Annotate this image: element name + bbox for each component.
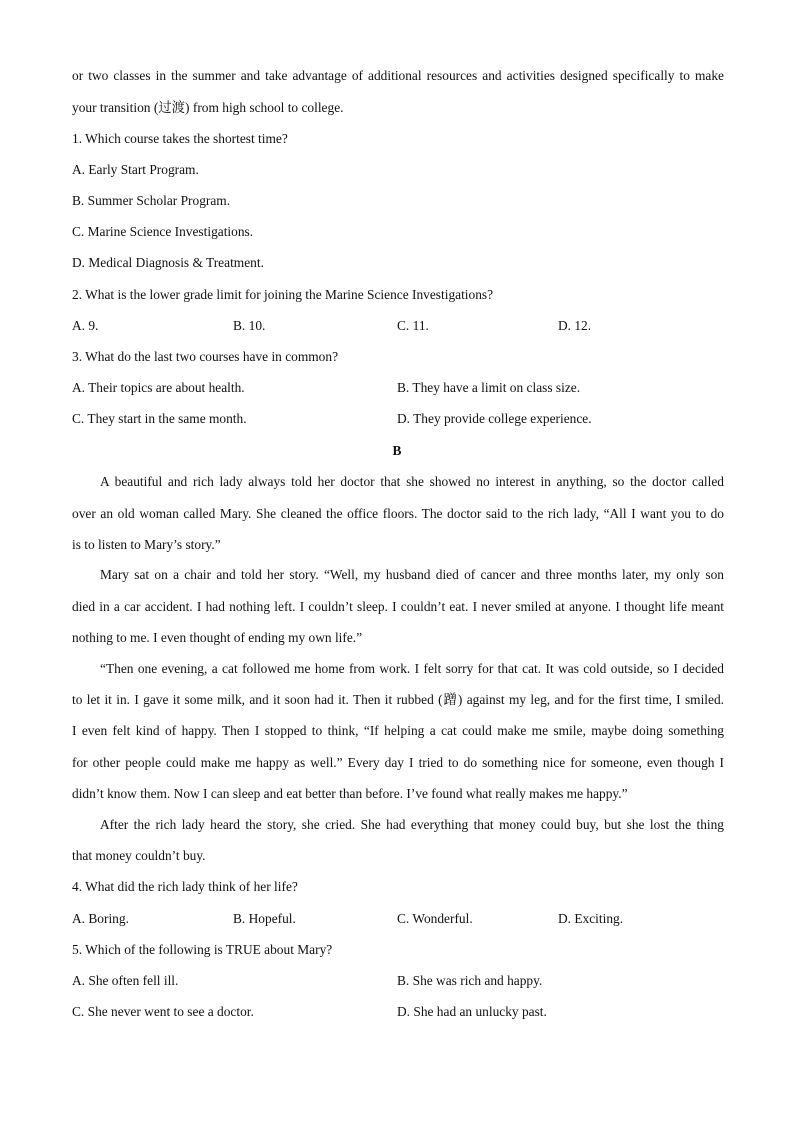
q3-option-b: B. They have a limit on class size. bbox=[397, 380, 581, 395]
question-5-stem: 5. Which of the following is TRUE about Mary? bbox=[72, 942, 333, 957]
passage-p3-line-5: didn’t know them. Now I can sleep and eat better than before. I’ve found what really makes me happy.” bbox=[72, 786, 628, 801]
q1-option-b: B. Summer Scholar Program. bbox=[72, 193, 231, 208]
intro-line-2: your transition (过渡) from high school to college. bbox=[72, 100, 344, 115]
q5-option-d: D. She had an unlucky past. bbox=[397, 1004, 547, 1019]
q4-option-a: A. Boring. bbox=[72, 911, 129, 926]
q3-option-c: C. They start in the same month. bbox=[72, 411, 247, 426]
q3-option-a: A. Their topics are about health. bbox=[72, 380, 245, 395]
question-4-stem: 4. What did the rich lady think of her life? bbox=[72, 879, 298, 894]
q5-option-b: B. She was rich and happy. bbox=[397, 973, 543, 988]
q4-option-c: C. Wonderful. bbox=[397, 911, 473, 926]
passage-p1-line-2: over an old woman called Mary. She cleaned the office floors. The doctor said to the rich lady, “All I want you to do bbox=[72, 506, 724, 521]
q5-option-c: C. She never went to see a doctor. bbox=[72, 1004, 254, 1019]
passage-p3-line-3: I even felt kind of happy. Then I stopped to think, “If helping a cat could make me smile, maybe doing something bbox=[72, 723, 724, 738]
q2-option-a: A. 9. bbox=[72, 318, 99, 333]
passage-p2-line-1: Mary sat on a chair and told her story. “Well, my husband died of cancer and three months later, my only son bbox=[100, 567, 724, 582]
passage-p1-line-1: A beautiful and rich lady always told her doctor that she showed no interest in anything, so the doctor called bbox=[100, 474, 724, 489]
q4-option-d: D. Exciting. bbox=[558, 911, 624, 926]
passage-p2-line-3: nothing to me. I even thought of ending my own life.” bbox=[72, 630, 363, 645]
passage-p4-line-2: that money couldn’t buy. bbox=[72, 848, 206, 863]
passage-p3-line-2: to let it in. I gave it some milk, and it soon had it. Then it rubbed (蹭) against my leg, and for the first time, I smiled. bbox=[72, 692, 724, 707]
passage-p1-line-3: is to listen to Mary’s story.” bbox=[72, 537, 221, 552]
q1-option-a: A. Early Start Program. bbox=[72, 162, 199, 177]
q1-option-d: D. Medical Diagnosis & Treatment. bbox=[72, 255, 264, 270]
q2-option-b: B. 10. bbox=[233, 318, 266, 333]
passage-p4-line-1: After the rich lady heard the story, she cried. She had everything that money could buy, but she lost the thing bbox=[100, 817, 724, 832]
section-b-heading: B bbox=[392, 443, 402, 458]
q4-option-b: B. Hopeful. bbox=[233, 911, 296, 926]
q5-option-a: A. She often fell ill. bbox=[72, 973, 179, 988]
question-2-stem: 2. What is the lower grade limit for joining the Marine Science Investigations? bbox=[72, 287, 494, 302]
question-3-stem: 3. What do the last two courses have in common? bbox=[72, 349, 339, 364]
passage-p2-line-2: died in a car accident. I had nothing left. I couldn’t sleep. I couldn’t eat. I never smiled at anyone. I thought life meant bbox=[72, 599, 724, 614]
q1-option-c: C. Marine Science Investigations. bbox=[72, 224, 254, 239]
q3-option-d: D. They provide college experience. bbox=[397, 411, 592, 426]
q2-option-c: C. 11. bbox=[397, 318, 429, 333]
passage-p3-line-4: for other people could make me happy as well.” Every day I tried to do something nice for someone, even though I bbox=[72, 755, 724, 770]
passage-p3-line-1: “Then one evening, a cat followed me home from work. I felt sorry for that cat. It was cold outside, so I decided bbox=[100, 661, 724, 676]
question-1-stem: 1. Which course takes the shortest time? bbox=[72, 131, 288, 146]
q2-option-d: D. 12. bbox=[558, 318, 592, 333]
intro-line-1: or two classes in the summer and take advantage of additional resources and activities designed specifically to make bbox=[72, 68, 724, 83]
